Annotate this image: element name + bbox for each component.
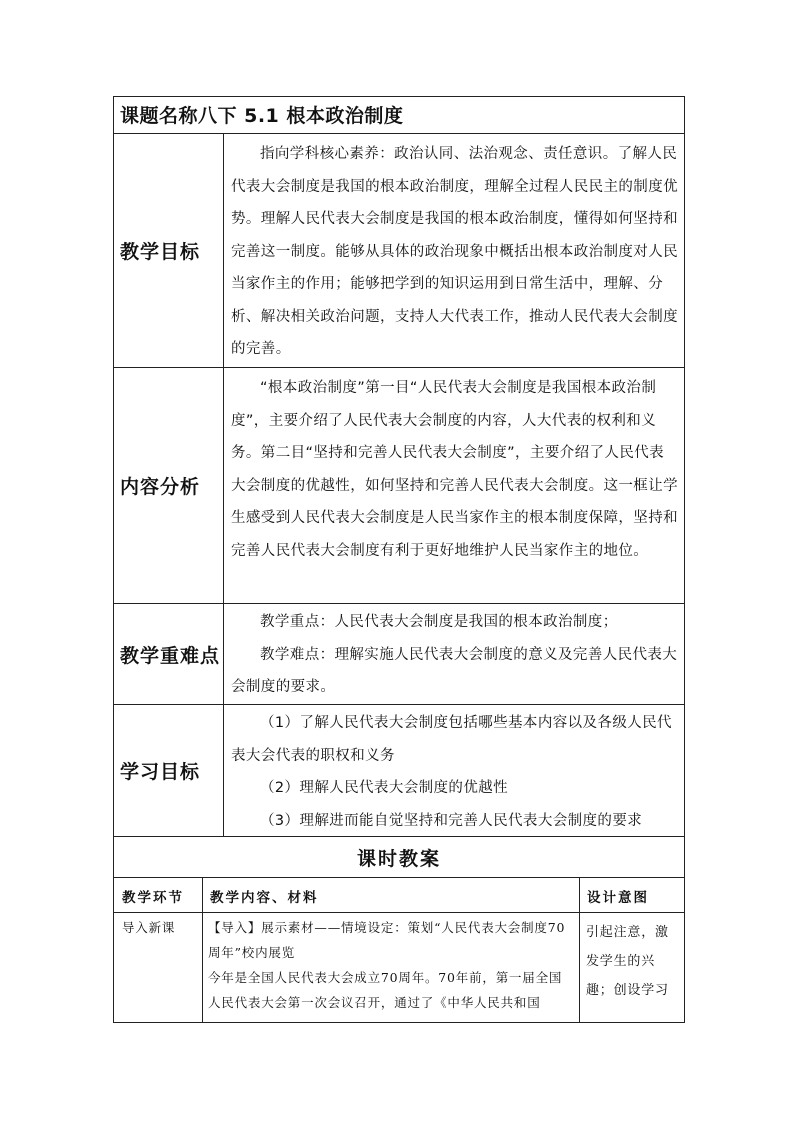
header-divider: [114, 912, 684, 913]
header-intent: 设计意图: [587, 890, 649, 906]
content-line: 今年是全国人民代表大会成立70周年。70年前，第一届全国人民代表大会第一次会议召开，通过了《中华人民共和国: [208, 970, 563, 1010]
intent-cell: [586, 918, 682, 1005]
key-points-cell: [225, 604, 684, 704]
key-points-row: [113, 603, 685, 704]
learning-goals-cell: [225, 705, 684, 836]
intent-column-divider: [579, 878, 580, 1022]
learning-goals-row: [113, 704, 685, 836]
content-line: 【导入】展示素材——情境设定：策划“人民代表大会制度70周年”校内展览: [208, 920, 566, 960]
content-analysis-text: “根本政治制度”第一目“人民代表大会制度是我国根本政治制度”，主要介绍了人民代表大会制度的内容，人大代表的权利和义务。第二目“坚持和完善人民代表大会制度”，主要介绍了人民代表大会制度的优越性，如何坚持和完善人民代表大会制度。这一框让学生感受到人民代表大会制度是人民当家作主的根本制度保障，坚持和完善人民代表大会制度有利于更好地维护人民当家作主的地位。: [231, 380, 678, 559]
content-analysis-cell: [225, 368, 684, 603]
learning-goal-item: （3）理解进而能自觉坚持和完善人民代表大会制度的要求: [260, 812, 643, 829]
content-cell: [208, 915, 574, 1015]
objectives-label: 教学目标: [114, 134, 224, 367]
key-point-difficulty: 教学难点：理解实施人民代表大会制度的意义及完善人民代表大会制度的要求。: [231, 646, 678, 695]
learning-goal-item: （1）了解人民代表大会制度包括哪些基本内容以及各级人民代表大会代表的职权和义务: [231, 715, 672, 764]
title-row: [113, 96, 685, 133]
learning-goals-label: 学习目标: [114, 705, 224, 836]
key-point-focus: 教学重点：人民代表大会制度是我国的根本政治制度；: [260, 614, 618, 630]
lesson-plan-heading-row: [113, 836, 685, 877]
content-analysis-label: 内容分析: [114, 368, 224, 603]
intent-line: 发学生的兴: [586, 954, 656, 969]
lesson-title: 课题名称八下 5.1 根本政治制度: [120, 105, 404, 127]
objectives-cell: [225, 134, 684, 367]
stage-cell: 导入新课: [122, 920, 176, 935]
content-analysis-row: [113, 367, 685, 603]
lesson-plan-title: 课时教案: [356, 848, 441, 870]
objectives-text: 指向学科核心素养：政治认同、法治观念、责任意识。了解人民代表大会制度是我国的根本政治制度，理解全过程人民民主的制度优势。理解人民代表大会制度是我国的根本政治制度，懂得如何坚持和完善这一制度。能够从具体的政治现象中概括出根本政治制度对人民当家作主的作用；能够把学到的知识运用到日常生活中，理解、分析、解决相关政治问题，支持人大代表工作，推动人民代表大会制度的完善。: [231, 146, 678, 357]
intent-line: 趣；创设学习: [586, 983, 669, 998]
header-content: 教学内容、材料: [210, 890, 319, 906]
intent-line: 引起注意，激: [586, 925, 669, 940]
learning-goal-item: （2）理解人民代表大会制度的优越性: [260, 780, 509, 796]
lesson-plan-table: [113, 877, 685, 1023]
objectives-row: [113, 133, 685, 367]
header-stage: 教学环节: [122, 890, 184, 906]
key-points-label: 教学重难点: [114, 604, 224, 704]
